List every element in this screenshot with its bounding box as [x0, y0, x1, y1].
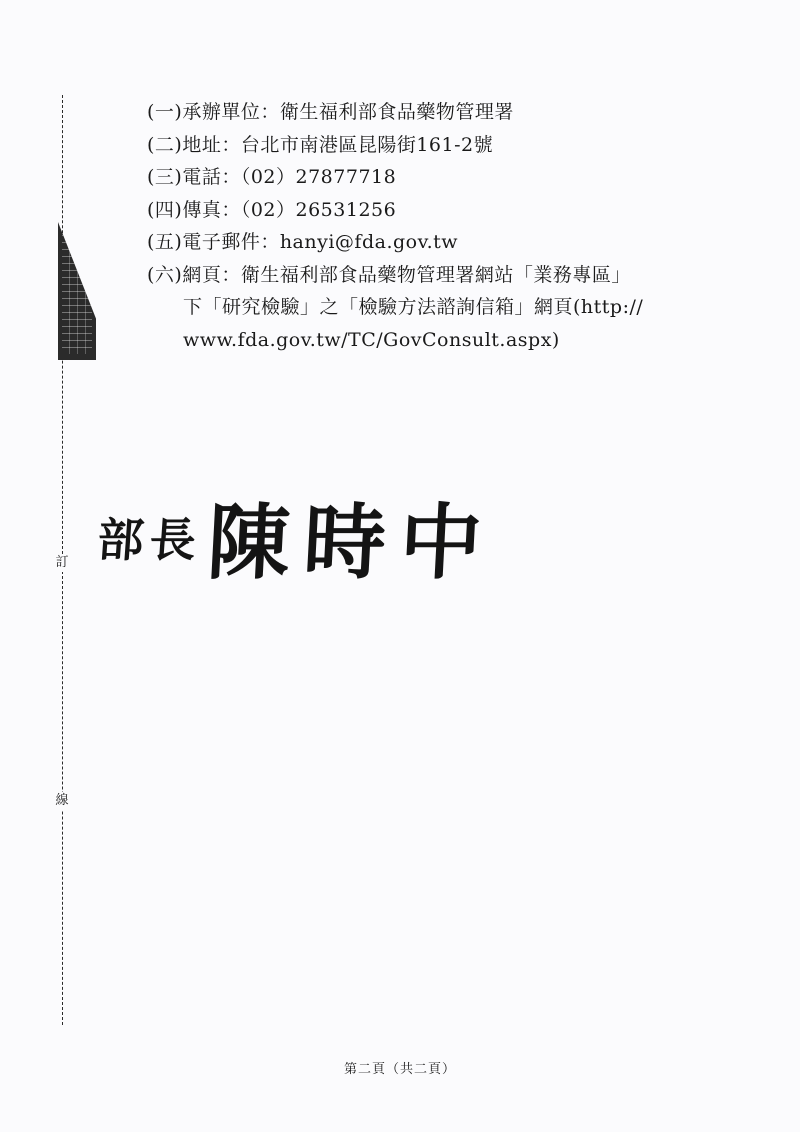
contact-unit: (一)承辦單位：衛生福利部食品藥物管理署	[147, 101, 514, 123]
official-seal-stamp	[58, 222, 96, 360]
binding-char-xian: 線	[52, 792, 72, 810]
contact-phone: (三)電話：（02）27877718	[147, 166, 397, 188]
contact-webpage-cont-2: www.fda.gov.tw/TC/GovConsult.aspx)	[183, 328, 560, 351]
contact-webpage: (六)網頁：衛生福利部食品藥物管理署網站「業務專區」	[147, 263, 631, 286]
contact-address: (二)地址：台北市南港區昆陽街161-2號	[147, 133, 494, 156]
binding-char-ding: 訂	[52, 554, 72, 572]
contact-info-list	[147, 96, 747, 356]
contact-webpage-cont-1: 下「研究檢驗」之「檢驗方法諮詢信箱」網頁(http://	[183, 296, 644, 318]
contact-email: (五)電子郵件：hanyi@fda.gov.tw	[147, 231, 459, 253]
signature-name: 陳時中	[205, 495, 499, 591]
signature-title: 部長	[95, 512, 204, 567]
contact-fax: (四)傳真：（02）26531256	[147, 198, 397, 221]
page-number: 第二頁（共二頁）	[343, 1062, 456, 1077]
minister-signature	[95, 478, 499, 595]
